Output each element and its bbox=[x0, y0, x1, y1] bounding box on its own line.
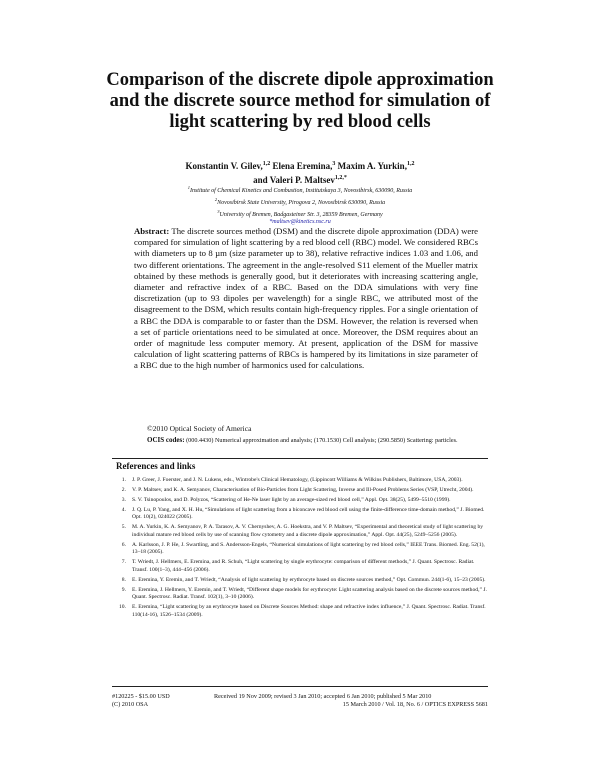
reference-text: A. Karlsson, J. P. He, J. Swartling, and S. Andersson-Engels, “Numerical simulations of light scattering by red blood cells,” IEEE Trans. Biomed. Eng. 52(1), 13–18 (2005). bbox=[132, 541, 485, 556]
references-heading: References and links bbox=[116, 461, 196, 471]
affiliation: $^3$University of Bremen, Badgasteiner Str. 3, 28359 Bremen, Germany bbox=[217, 208, 383, 218]
reference-text: J. Q. Lu, P. Yang, and X. H. Hu, “Simulations of light scattering from a biconcave red blood cell using the finite-difference time-domain method,” J. Biomed. Opt. 10(2), 024022 (2005). bbox=[132, 506, 485, 521]
affiliation: $^2$Novosibirsk State University, Pirogova 2, Novosibirsk 630090, Russia bbox=[214, 196, 386, 206]
footer-price: #120225 - $15.00 USD bbox=[112, 693, 170, 700]
author-affiliation-mark: 1,2,* bbox=[334, 175, 347, 181]
reference-item bbox=[112, 507, 490, 522]
footer-right bbox=[214, 693, 488, 710]
reference-item bbox=[112, 577, 490, 585]
footer-divider bbox=[112, 686, 488, 687]
section-divider bbox=[112, 458, 488, 459]
ocis-codes bbox=[147, 436, 478, 445]
reference-number: 3. bbox=[121, 496, 126, 503]
copyright-line: ©2010 Optical Society of America bbox=[147, 424, 252, 433]
footer-osa: (C) 2010 OSA bbox=[112, 701, 149, 709]
author-name: and Valeri P. Maltsev bbox=[253, 175, 335, 185]
footer-received-dates: Received 19 Nov 2009; revised 3 Jan 2010; accepted 6 Jan 2010; published 5 Mar 2010 bbox=[214, 693, 432, 700]
reference-text: S. V. Tsinopoulos, and D. Polyzos, “Scattering of He-Ne laser light by an average-sized red blood cell,” Appl. Opt. 38(25), 5499–5510 (1999). bbox=[132, 496, 451, 503]
author-name: Elena Eremina, bbox=[272, 161, 333, 171]
reference-item bbox=[112, 604, 490, 619]
reference-number: 2. bbox=[121, 486, 126, 493]
reference-text: J. P. Greer, J. Foerster, and J. N. Lukens, eds., Wintrobe's Clinical Hematology, (Lippincott Williams & Wilkins Publishers, Baltimore, USA, 2003). bbox=[132, 477, 463, 483]
reference-item bbox=[112, 542, 490, 557]
reference-number: 10. bbox=[119, 603, 126, 610]
reference-text: E. Eremina, “Light scattering by an erythrocyte based on Discrete Sources Method: shape and refractive index influence,” J. Quant. Spectrosc. Radiat. Transf. 110(14-16), 1526–1534 (2009). bbox=[132, 603, 486, 618]
ocis-label: OCIS codes: bbox=[147, 436, 185, 444]
author-affiliation-mark: 1,2 bbox=[406, 161, 415, 167]
reference-text: E. Eremina, Y. Eremin, and T. Wriedt, “Analysis of light scattering by erythrocyte based on discrete sources method,” Opt. Commun. 244(1-6), 15–23 (2005). bbox=[132, 576, 486, 583]
corresponding-email-link[interactable]: *maltsev@kinetics.nsc.ru bbox=[269, 219, 331, 226]
ocis-text: (000.4430) Numerical approximation and analysis; (170.1530) Cell analysis; (290.5850) Scattering: particles. bbox=[186, 437, 458, 444]
reference-number: 7. bbox=[121, 559, 126, 566]
reference-item bbox=[112, 587, 490, 602]
author-name: Konstantin V. Gilev, bbox=[185, 161, 263, 171]
reference-number: 8. bbox=[121, 576, 126, 583]
reference-text: M. A. Yurkin, K. A. Semyanov, P. A. Tarasov, A. V. Chernyshev, A. G. Hoekstra, and V. P. Maltsev, “Experimental and theoretical study of light scattering by individual mature red blood cells by use of scanning flow cytometry and a discrete dipole approximation,” Appl. Opt. 44(25), 5249–5256 (2005). bbox=[132, 524, 484, 538]
reference-text: V. P. Maltsev, and K. A. Semyanov, Characterisation of Bio-Particles from Light Scattering, Inverse and Ill-Posed Problems Series (VSP, Utrecht, 2004). bbox=[132, 486, 474, 493]
reference-number: 6. bbox=[121, 541, 126, 548]
reference-item bbox=[112, 524, 490, 539]
footer-journal-citation: 15 March 2010 / Vol. 18, No. 6 / OPTICS EXPRESS 5681 bbox=[342, 701, 488, 709]
footer-left bbox=[112, 693, 170, 710]
reference-item bbox=[112, 477, 490, 485]
abstract-label: Abstract: bbox=[134, 226, 170, 236]
author-list bbox=[100, 158, 500, 186]
abstract-text: The discrete sources method (DSM) and the discrete dipole approximation (DDA) were compared for simulation of light scattering by a red blood cell (RBC) model. We considered RBCs with diameters up to 8 µm (size parameter up to 38), relative refractive indices 1.03 and 1.06, and two different orientations. The agreement in the angle-resolved S11 element of the Mueller matrix obtained by these methods is generally good, but it deteriorates with increasing scattering angle, diameter and refractive index of a RBC. Based on the DDA simulations with very fine discretization (up to 93 dipoles per wavelength) for a single RBC, we attributed most of the disagreement to the DSM, which results contain high-frequency ripples. For a single orientation of a RBC the DDA is comparable to or faster than the DSM. However, the relation is reversed when a set of particle orientations need to be simulated at once. Moreover, the DSM requires about an order of magnitude less computer memory. At present, application of the DSM for massive calculation of light scattering patterns of RBCs is hampered by its limitations in size parameter of a RBC due to the high number of harmonics used for calculations. bbox=[134, 226, 478, 371]
reference-number: 9. bbox=[121, 586, 126, 593]
reference-item bbox=[112, 497, 490, 505]
reference-text: T. Wriedt, J. Hellmers, E. Eremina, and R. Schuh, “Light scattering by single erythrocyte: comparison of different methods,” J. Quant. Spectrosc. Radiat. Transf. 100(1–3), 444–456 (2006). bbox=[132, 559, 475, 573]
affiliation-list bbox=[100, 184, 500, 227]
reference-item bbox=[112, 559, 490, 574]
reference-list bbox=[112, 477, 490, 621]
author-affiliation-mark: 3 bbox=[332, 161, 336, 167]
reference-number: 4. bbox=[121, 506, 126, 513]
author-name: Maxim A. Yurkin, bbox=[337, 161, 407, 171]
reference-item bbox=[112, 487, 490, 495]
reference-text: E. Eremina, J. Hellmers, Y. Eremin, and T. Wriedt, “Different shape models for erythrocyte: Light scattering analysis based on the discrete sources method,” J. Quant. Spectrosc. Radiat. Transf. 102(1), 3–10 (2006). bbox=[132, 586, 487, 601]
affiliation: $^1$Institute of Chemical Kinetics and Combustion, Institutskaya 3, Novosibirsk, 630090, Russia bbox=[187, 185, 413, 194]
abstract bbox=[134, 226, 478, 372]
reference-number: 1. bbox=[121, 477, 126, 483]
author-affiliation-mark: 1,2 bbox=[262, 161, 271, 167]
reference-number: 5. bbox=[121, 524, 126, 531]
paper-title: Comparison of the discrete dipole approximation and the discrete source method for simulation of light scattering by red blood cells bbox=[106, 70, 494, 132]
